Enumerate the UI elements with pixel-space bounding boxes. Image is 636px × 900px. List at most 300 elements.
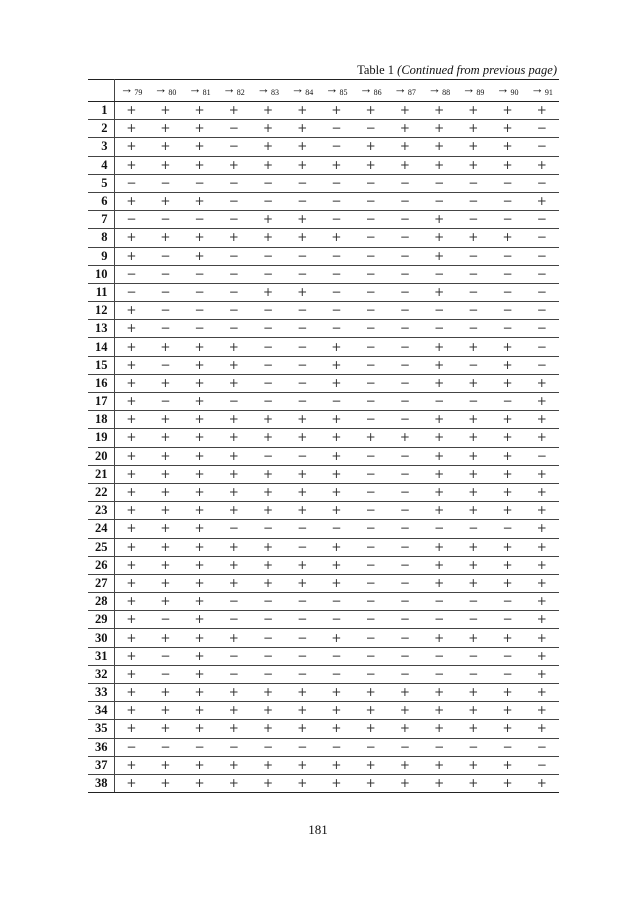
- column-header-arrow: →: [359, 81, 373, 96]
- table-cell: −: [422, 665, 456, 683]
- table-cell: −: [456, 302, 490, 320]
- table-cell: −: [319, 283, 353, 301]
- table-cell: +: [456, 411, 490, 429]
- column-header-subscript: 85: [339, 88, 348, 97]
- table-cell: +: [114, 774, 148, 792]
- table-cell: +: [182, 520, 216, 538]
- table-cell: +: [148, 447, 182, 465]
- table-cell: −: [354, 320, 388, 338]
- table-cell: −: [148, 283, 182, 301]
- table-cell: +: [456, 629, 490, 647]
- table-cell: −: [354, 483, 388, 501]
- table-cell: −: [319, 120, 353, 138]
- table-cell: −: [354, 192, 388, 210]
- row-number: 16: [88, 374, 114, 392]
- table-row: [88, 702, 559, 720]
- row-number: 32: [88, 665, 114, 683]
- table-cell: +: [217, 538, 251, 556]
- table-cell: −: [525, 738, 559, 756]
- column-header-subscript: 89: [476, 88, 485, 97]
- table-cell: +: [388, 102, 422, 120]
- table-cell: +: [114, 156, 148, 174]
- table-row: [88, 393, 559, 411]
- table-cell: −: [354, 283, 388, 301]
- table-cell: +: [114, 320, 148, 338]
- table-cell: +: [251, 483, 285, 501]
- table-cell: +: [217, 483, 251, 501]
- table-cell: −: [182, 265, 216, 283]
- table-cell: −: [182, 283, 216, 301]
- table-cell: −: [354, 556, 388, 574]
- table-cell: −: [217, 320, 251, 338]
- row-number: 20: [88, 447, 114, 465]
- table-row: [88, 356, 559, 374]
- table-cell: +: [114, 647, 148, 665]
- table-cell: +: [319, 574, 353, 592]
- table-row: [88, 229, 559, 247]
- table-cell: +: [422, 447, 456, 465]
- table-cell: −: [354, 593, 388, 611]
- table-cell: +: [490, 702, 524, 720]
- table-cell: +: [319, 702, 353, 720]
- table-cell: −: [285, 374, 319, 392]
- table-cell: +: [490, 556, 524, 574]
- table-cell: +: [422, 702, 456, 720]
- table-cell: −: [354, 611, 388, 629]
- table-cell: −: [319, 738, 353, 756]
- table-cell: +: [422, 483, 456, 501]
- table-cell: +: [456, 120, 490, 138]
- table-cell: +: [388, 702, 422, 720]
- column-header-subscript: 90: [510, 88, 519, 97]
- table-cell: −: [251, 247, 285, 265]
- table-cell: −: [490, 211, 524, 229]
- table-cell: −: [285, 393, 319, 411]
- table-cell: +: [319, 720, 353, 738]
- table-cell: +: [114, 192, 148, 210]
- table-cell: −: [525, 174, 559, 192]
- table-cell: −: [388, 538, 422, 556]
- table-cell: +: [319, 483, 353, 501]
- table-cell: +: [525, 629, 559, 647]
- row-number: 23: [88, 502, 114, 520]
- table-cell: +: [456, 556, 490, 574]
- column-header: [217, 80, 251, 102]
- table-cell: −: [319, 611, 353, 629]
- table-row: [88, 156, 559, 174]
- table-cell: +: [422, 338, 456, 356]
- table-cell: +: [182, 702, 216, 720]
- table-cell: −: [456, 611, 490, 629]
- table-cell: −: [525, 138, 559, 156]
- table-cell: −: [456, 265, 490, 283]
- table-cell: +: [182, 447, 216, 465]
- table-cell: −: [148, 611, 182, 629]
- table-cell: +: [456, 483, 490, 501]
- table-cell: −: [388, 211, 422, 229]
- table-cell: +: [456, 429, 490, 447]
- table-cell: +: [285, 774, 319, 792]
- table-cell: −: [490, 174, 524, 192]
- table-cell: −: [490, 593, 524, 611]
- table-cell: +: [319, 447, 353, 465]
- table-cell: −: [490, 320, 524, 338]
- table-cell: +: [114, 302, 148, 320]
- table-cell: +: [251, 229, 285, 247]
- table-cell: +: [182, 247, 216, 265]
- table-cell: +: [217, 774, 251, 792]
- column-header-arrow: →: [188, 81, 202, 96]
- table-cell: −: [148, 738, 182, 756]
- table-cell: +: [182, 356, 216, 374]
- table-cell: −: [525, 120, 559, 138]
- table-cell: +: [285, 138, 319, 156]
- table-cell: −: [319, 302, 353, 320]
- row-number: 38: [88, 774, 114, 792]
- table-cell: +: [217, 447, 251, 465]
- page-number: 181: [308, 822, 328, 837]
- table-cell: −: [285, 593, 319, 611]
- table-cell: +: [354, 138, 388, 156]
- table-cell: −: [354, 502, 388, 520]
- row-number: 9: [88, 247, 114, 265]
- table-cell: +: [251, 538, 285, 556]
- table-cell: −: [148, 247, 182, 265]
- table-cell: +: [148, 502, 182, 520]
- column-header-subscript: 83: [271, 88, 279, 97]
- table-body: [88, 102, 559, 793]
- table-cell: +: [182, 393, 216, 411]
- table-cell: +: [114, 720, 148, 738]
- table-cell: −: [354, 447, 388, 465]
- table-cell: −: [354, 574, 388, 592]
- table-cell: +: [525, 720, 559, 738]
- table-cell: −: [354, 302, 388, 320]
- table-cell: +: [182, 556, 216, 574]
- table-cell: −: [490, 647, 524, 665]
- table-cell: +: [182, 429, 216, 447]
- row-number: 1: [88, 102, 114, 120]
- column-header-arrow: →: [325, 81, 339, 96]
- table-cell: +: [490, 429, 524, 447]
- table-cell: +: [422, 120, 456, 138]
- table-cell: +: [490, 356, 524, 374]
- column-header: [388, 80, 422, 102]
- table-cell: +: [182, 374, 216, 392]
- table-cell: +: [251, 684, 285, 702]
- table-cell: +: [525, 102, 559, 120]
- table-cell: +: [148, 483, 182, 501]
- table-cell: −: [388, 738, 422, 756]
- table-cell: −: [182, 174, 216, 192]
- table-row: [88, 302, 559, 320]
- table-cell: +: [148, 574, 182, 592]
- row-number: 22: [88, 483, 114, 501]
- table-cell: +: [456, 684, 490, 702]
- table-cell: −: [285, 665, 319, 683]
- table-cell: −: [251, 374, 285, 392]
- table-cell: +: [251, 429, 285, 447]
- table-row: [88, 647, 559, 665]
- table-cell: −: [182, 302, 216, 320]
- table-cell: +: [422, 138, 456, 156]
- table-cell: +: [456, 374, 490, 392]
- table-cell: −: [114, 738, 148, 756]
- table-cell: +: [490, 102, 524, 120]
- table-cell: −: [422, 593, 456, 611]
- table-cell: +: [182, 629, 216, 647]
- table-cell: +: [388, 429, 422, 447]
- table-cell: +: [525, 483, 559, 501]
- table-cell: +: [388, 120, 422, 138]
- table-cell: +: [422, 247, 456, 265]
- table-cell: −: [388, 611, 422, 629]
- table-cell: −: [217, 520, 251, 538]
- table-cell: +: [456, 138, 490, 156]
- table-cell: −: [490, 283, 524, 301]
- table-row: [88, 684, 559, 702]
- table-cell: −: [525, 338, 559, 356]
- table-cell: −: [490, 665, 524, 683]
- table-cell: −: [525, 247, 559, 265]
- table-cell: +: [490, 629, 524, 647]
- table-cell: +: [148, 720, 182, 738]
- table-cell: −: [319, 393, 353, 411]
- table-cell: +: [114, 411, 148, 429]
- table-row: [88, 374, 559, 392]
- row-number: 6: [88, 192, 114, 210]
- table-cell: −: [422, 320, 456, 338]
- table-cell: +: [217, 556, 251, 574]
- table-cell: +: [525, 520, 559, 538]
- table-cell: +: [388, 756, 422, 774]
- table-cell: −: [388, 338, 422, 356]
- table-cell: +: [148, 556, 182, 574]
- table-cell: +: [114, 356, 148, 374]
- table-cell: −: [422, 174, 456, 192]
- table-cell: +: [525, 665, 559, 683]
- table-cell: −: [388, 320, 422, 338]
- column-header-arrow: →: [222, 81, 236, 96]
- table-cell: +: [114, 465, 148, 483]
- table-cell: +: [525, 556, 559, 574]
- table-cell: −: [319, 665, 353, 683]
- table-cell: −: [354, 738, 388, 756]
- table-cell: −: [525, 447, 559, 465]
- table-cell: +: [251, 211, 285, 229]
- row-number: 13: [88, 320, 114, 338]
- table-cell: +: [182, 756, 216, 774]
- table-cell: +: [114, 574, 148, 592]
- table-cell: −: [388, 502, 422, 520]
- data-table: [88, 79, 559, 793]
- table-cell: +: [456, 102, 490, 120]
- table-cell: +: [217, 702, 251, 720]
- table-cell: +: [182, 138, 216, 156]
- table-cell: −: [388, 556, 422, 574]
- table-cell: −: [319, 265, 353, 283]
- table-cell: +: [251, 702, 285, 720]
- table-cell: −: [490, 520, 524, 538]
- table-cell: +: [182, 483, 216, 501]
- table-cell: −: [217, 593, 251, 611]
- table-cell: −: [285, 265, 319, 283]
- table-cell: +: [217, 502, 251, 520]
- table-cell: +: [114, 756, 148, 774]
- table-cell: −: [456, 665, 490, 683]
- table-cell: −: [354, 247, 388, 265]
- table-cell: −: [148, 211, 182, 229]
- row-number: 36: [88, 738, 114, 756]
- column-header-arrow: →: [154, 81, 168, 96]
- table-row: [88, 720, 559, 738]
- table-cell: +: [525, 393, 559, 411]
- table-cell: +: [182, 465, 216, 483]
- column-header-subscript: 87: [407, 88, 416, 97]
- table-cell: −: [354, 174, 388, 192]
- table-cell: +: [182, 192, 216, 210]
- table-cell: −: [388, 265, 422, 283]
- table-cell: +: [525, 593, 559, 611]
- table-cell: +: [422, 556, 456, 574]
- table-cell: +: [525, 156, 559, 174]
- table-cell: +: [422, 229, 456, 247]
- table-cell: −: [388, 574, 422, 592]
- column-header: [422, 80, 456, 102]
- table-cell: +: [182, 774, 216, 792]
- table-cell: +: [525, 538, 559, 556]
- table-cell: −: [422, 302, 456, 320]
- column-header-arrow: →: [120, 81, 134, 96]
- table-cell: −: [456, 192, 490, 210]
- table-cell: −: [388, 447, 422, 465]
- table-cell: +: [525, 774, 559, 792]
- table-cell: +: [217, 338, 251, 356]
- table-cell: +: [285, 156, 319, 174]
- table-cell: −: [182, 211, 216, 229]
- table-cell: −: [251, 174, 285, 192]
- table-cell: −: [354, 665, 388, 683]
- table-cell: +: [319, 774, 353, 792]
- table-cell: +: [285, 429, 319, 447]
- table-cell: +: [182, 120, 216, 138]
- table-cell: +: [251, 138, 285, 156]
- table-cell: +: [114, 447, 148, 465]
- row-number: 10: [88, 265, 114, 283]
- table-cell: +: [182, 502, 216, 520]
- table-cell: −: [251, 320, 285, 338]
- table-row: [88, 738, 559, 756]
- table-row: [88, 574, 559, 592]
- table-cell: −: [285, 447, 319, 465]
- table-cell: +: [490, 156, 524, 174]
- table-cell: +: [422, 756, 456, 774]
- table-cell: +: [422, 774, 456, 792]
- table-cell: +: [525, 374, 559, 392]
- column-header: [354, 80, 388, 102]
- table-cell: +: [525, 574, 559, 592]
- table-cell: −: [148, 665, 182, 683]
- row-number: 26: [88, 556, 114, 574]
- column-header-subscript: 79: [134, 88, 143, 97]
- table-cell: −: [490, 393, 524, 411]
- table-cell: +: [456, 702, 490, 720]
- row-number: 31: [88, 647, 114, 665]
- table-cell: −: [251, 629, 285, 647]
- table-cell: +: [148, 411, 182, 429]
- table-cell: +: [251, 283, 285, 301]
- table-cell: +: [319, 465, 353, 483]
- table-cell: +: [285, 720, 319, 738]
- table-cell: −: [251, 647, 285, 665]
- row-number: 7: [88, 211, 114, 229]
- table-cell: +: [114, 120, 148, 138]
- table-cell: −: [456, 738, 490, 756]
- table-row: [88, 102, 559, 120]
- table-cell: +: [490, 338, 524, 356]
- table-row: [88, 338, 559, 356]
- table-cell: +: [422, 356, 456, 374]
- table-cell: −: [285, 738, 319, 756]
- row-number: 35: [88, 720, 114, 738]
- table-cell: +: [251, 720, 285, 738]
- table-cell: +: [251, 556, 285, 574]
- table-cell: −: [319, 520, 353, 538]
- table-cell: −: [388, 411, 422, 429]
- table-cell: +: [251, 774, 285, 792]
- row-number: 28: [88, 593, 114, 611]
- table-cell: +: [456, 156, 490, 174]
- table-cell: +: [422, 283, 456, 301]
- table-cell: −: [285, 356, 319, 374]
- table-cell: +: [114, 611, 148, 629]
- table-row: [88, 629, 559, 647]
- table-cell: −: [217, 192, 251, 210]
- table-cell: +: [456, 538, 490, 556]
- column-header-arrow: →: [462, 81, 476, 96]
- table-cell: +: [148, 629, 182, 647]
- table-cell: +: [182, 538, 216, 556]
- column-header: [456, 80, 490, 102]
- table-cell: −: [217, 611, 251, 629]
- table-cell: +: [422, 156, 456, 174]
- table-cell: +: [422, 629, 456, 647]
- row-number: 27: [88, 574, 114, 592]
- row-number: 19: [88, 429, 114, 447]
- table-cell: +: [319, 538, 353, 556]
- row-number: 18: [88, 411, 114, 429]
- table-cell: +: [217, 229, 251, 247]
- table-row: [88, 120, 559, 138]
- table-cell: −: [285, 611, 319, 629]
- table-cell: −: [319, 174, 353, 192]
- table-cell: +: [319, 756, 353, 774]
- column-header-arrow: →: [291, 81, 305, 96]
- table-cell: +: [217, 429, 251, 447]
- table-cell: −: [217, 393, 251, 411]
- table-cell: +: [285, 702, 319, 720]
- table-cell: +: [456, 774, 490, 792]
- table-cell: −: [319, 138, 353, 156]
- header-corner-cell: [88, 80, 114, 102]
- table-cell: −: [388, 374, 422, 392]
- table-cell: +: [354, 720, 388, 738]
- table-cell: +: [182, 411, 216, 429]
- table-cell: −: [285, 247, 319, 265]
- column-header: [285, 80, 319, 102]
- table-cell: −: [285, 302, 319, 320]
- table-cell: +: [490, 684, 524, 702]
